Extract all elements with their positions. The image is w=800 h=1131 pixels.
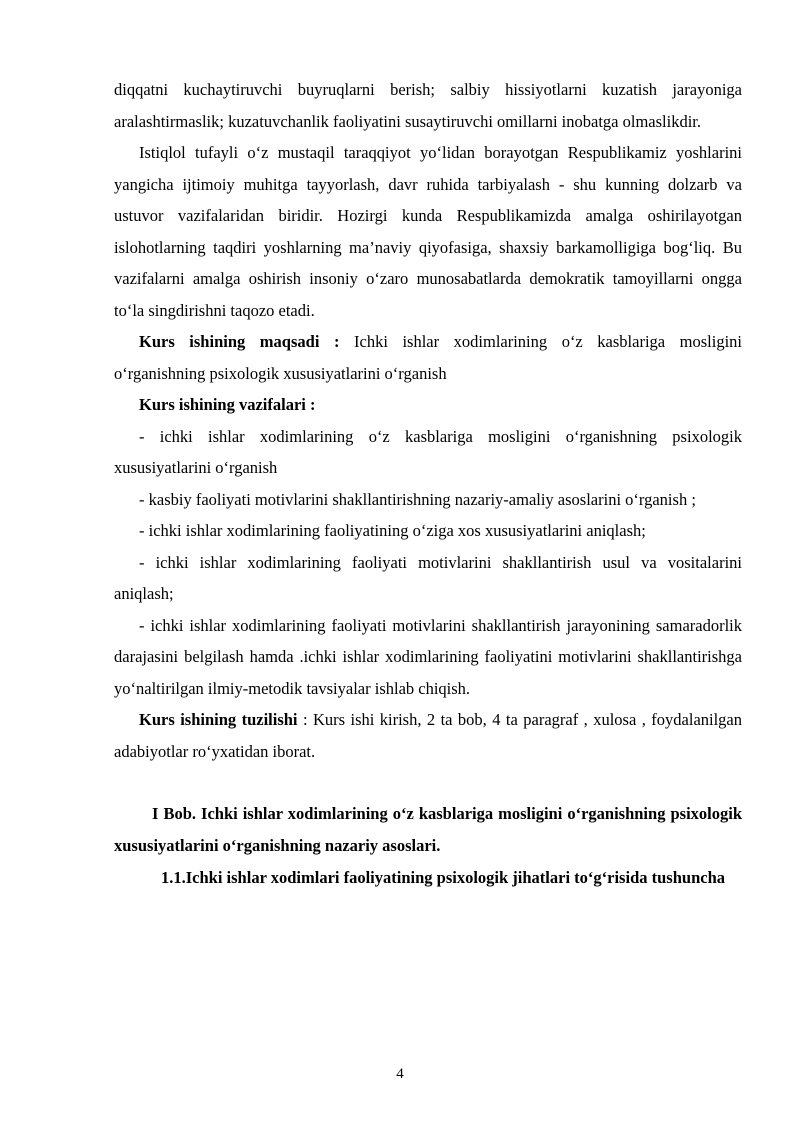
chapter-heading: I Bob. Ichki ishlar xodimlarining o‘z kasblariga mosligini o‘rganishning psixologik xususiyatlarini o‘rganishning nazariy asoslari. (114, 804, 742, 855)
paragraph-goal (114, 326, 742, 389)
page-number: 4 (396, 1066, 404, 1082)
task-item: - ichki ishlar xodimlarining faoliyati motivlarini shakllantirish jarayonining samaradorlik darajasini belgilash hamda .ichki ishlar xodimlarining faoliyatini motivlarini shakllantirishga yo‘naltirilgan ilmiy-metodik tavsiyalar ishlab chiqish. (114, 615, 742, 698)
paragraph-continuation: diqqatni kuchaytiruvchi buyruqlarni berish; salbiy hissiyotlarni kuzatish jarayoniga aralashtirmaslik; kuzatuvchanlik faoliyatini susaytiruvchi omillarni inobatga olmaslikdir. (114, 80, 742, 131)
spacer (114, 767, 742, 798)
document-page (114, 74, 742, 894)
tasks-label: Kurs ishining vazifalari : (139, 395, 316, 414)
paragraph-structure (114, 704, 742, 767)
goal-label: Kurs ishining maqsadi : (139, 332, 340, 351)
task-item: - ichki ishlar xodimlarining o‘z kasblariga mosligini o‘rganishning psixologik xususiyatlarini o‘rganish (114, 426, 742, 477)
task-item: - ichki ishlar xodimlarining faoliyatining o‘ziga xos xususiyatlarini aniqlash; (139, 521, 646, 540)
paragraph-independence: Istiqlol tufayli o‘z mustaqil taraqqiyot yo‘lidan borayotgan Respublikamiz yoshlarini yangicha ijtimoiy muhitga tayyorlash, davr ruhida tarbiyalash - shu kunning dolzarb va ustuvor vazifalaridan biridir. Hozirgi kunda Respublikamizda amalga oshirilayotgan islohotlarning taqdiri yoshlarning ma’naviy qiyofasiga, shaxsiy barkamolligiga bog‘liq. Bu vazifalarni amalga oshirish insoniy o‘zaro munosabatlarda demokratik tamoyillarni ongga to‘la singdirishni taqozo etadi. (114, 143, 742, 320)
task-item: - ichki ishlar xodimlarining faoliyati motivlarini shakllantirish usul va vositalarini aniqlash; (114, 552, 742, 603)
structure-label: Kurs ishining tuzilishi (139, 710, 298, 729)
goal-text: Ichki ishlar xodimlarining o‘z kasblariga mosligini o‘rganishning psixologik xususiyatlarini o‘rganish (114, 332, 742, 383)
section-heading: 1.1.Ichki ishlar xodimlari faoliyatining psixologik jihatlari to‘g‘risida tushuncha (161, 868, 725, 887)
task-item: - kasbiy faoliyati motivlarini shakllantirishning nazariy-amaliy asoslarini o‘rganish ; (139, 489, 696, 509)
structure-text: : Kurs ishi kirish, 2 ta bob, 4 ta paragraf , xulosa , foydalanilgan adabiyotlar ro‘yxatidan iborat. (114, 710, 743, 761)
